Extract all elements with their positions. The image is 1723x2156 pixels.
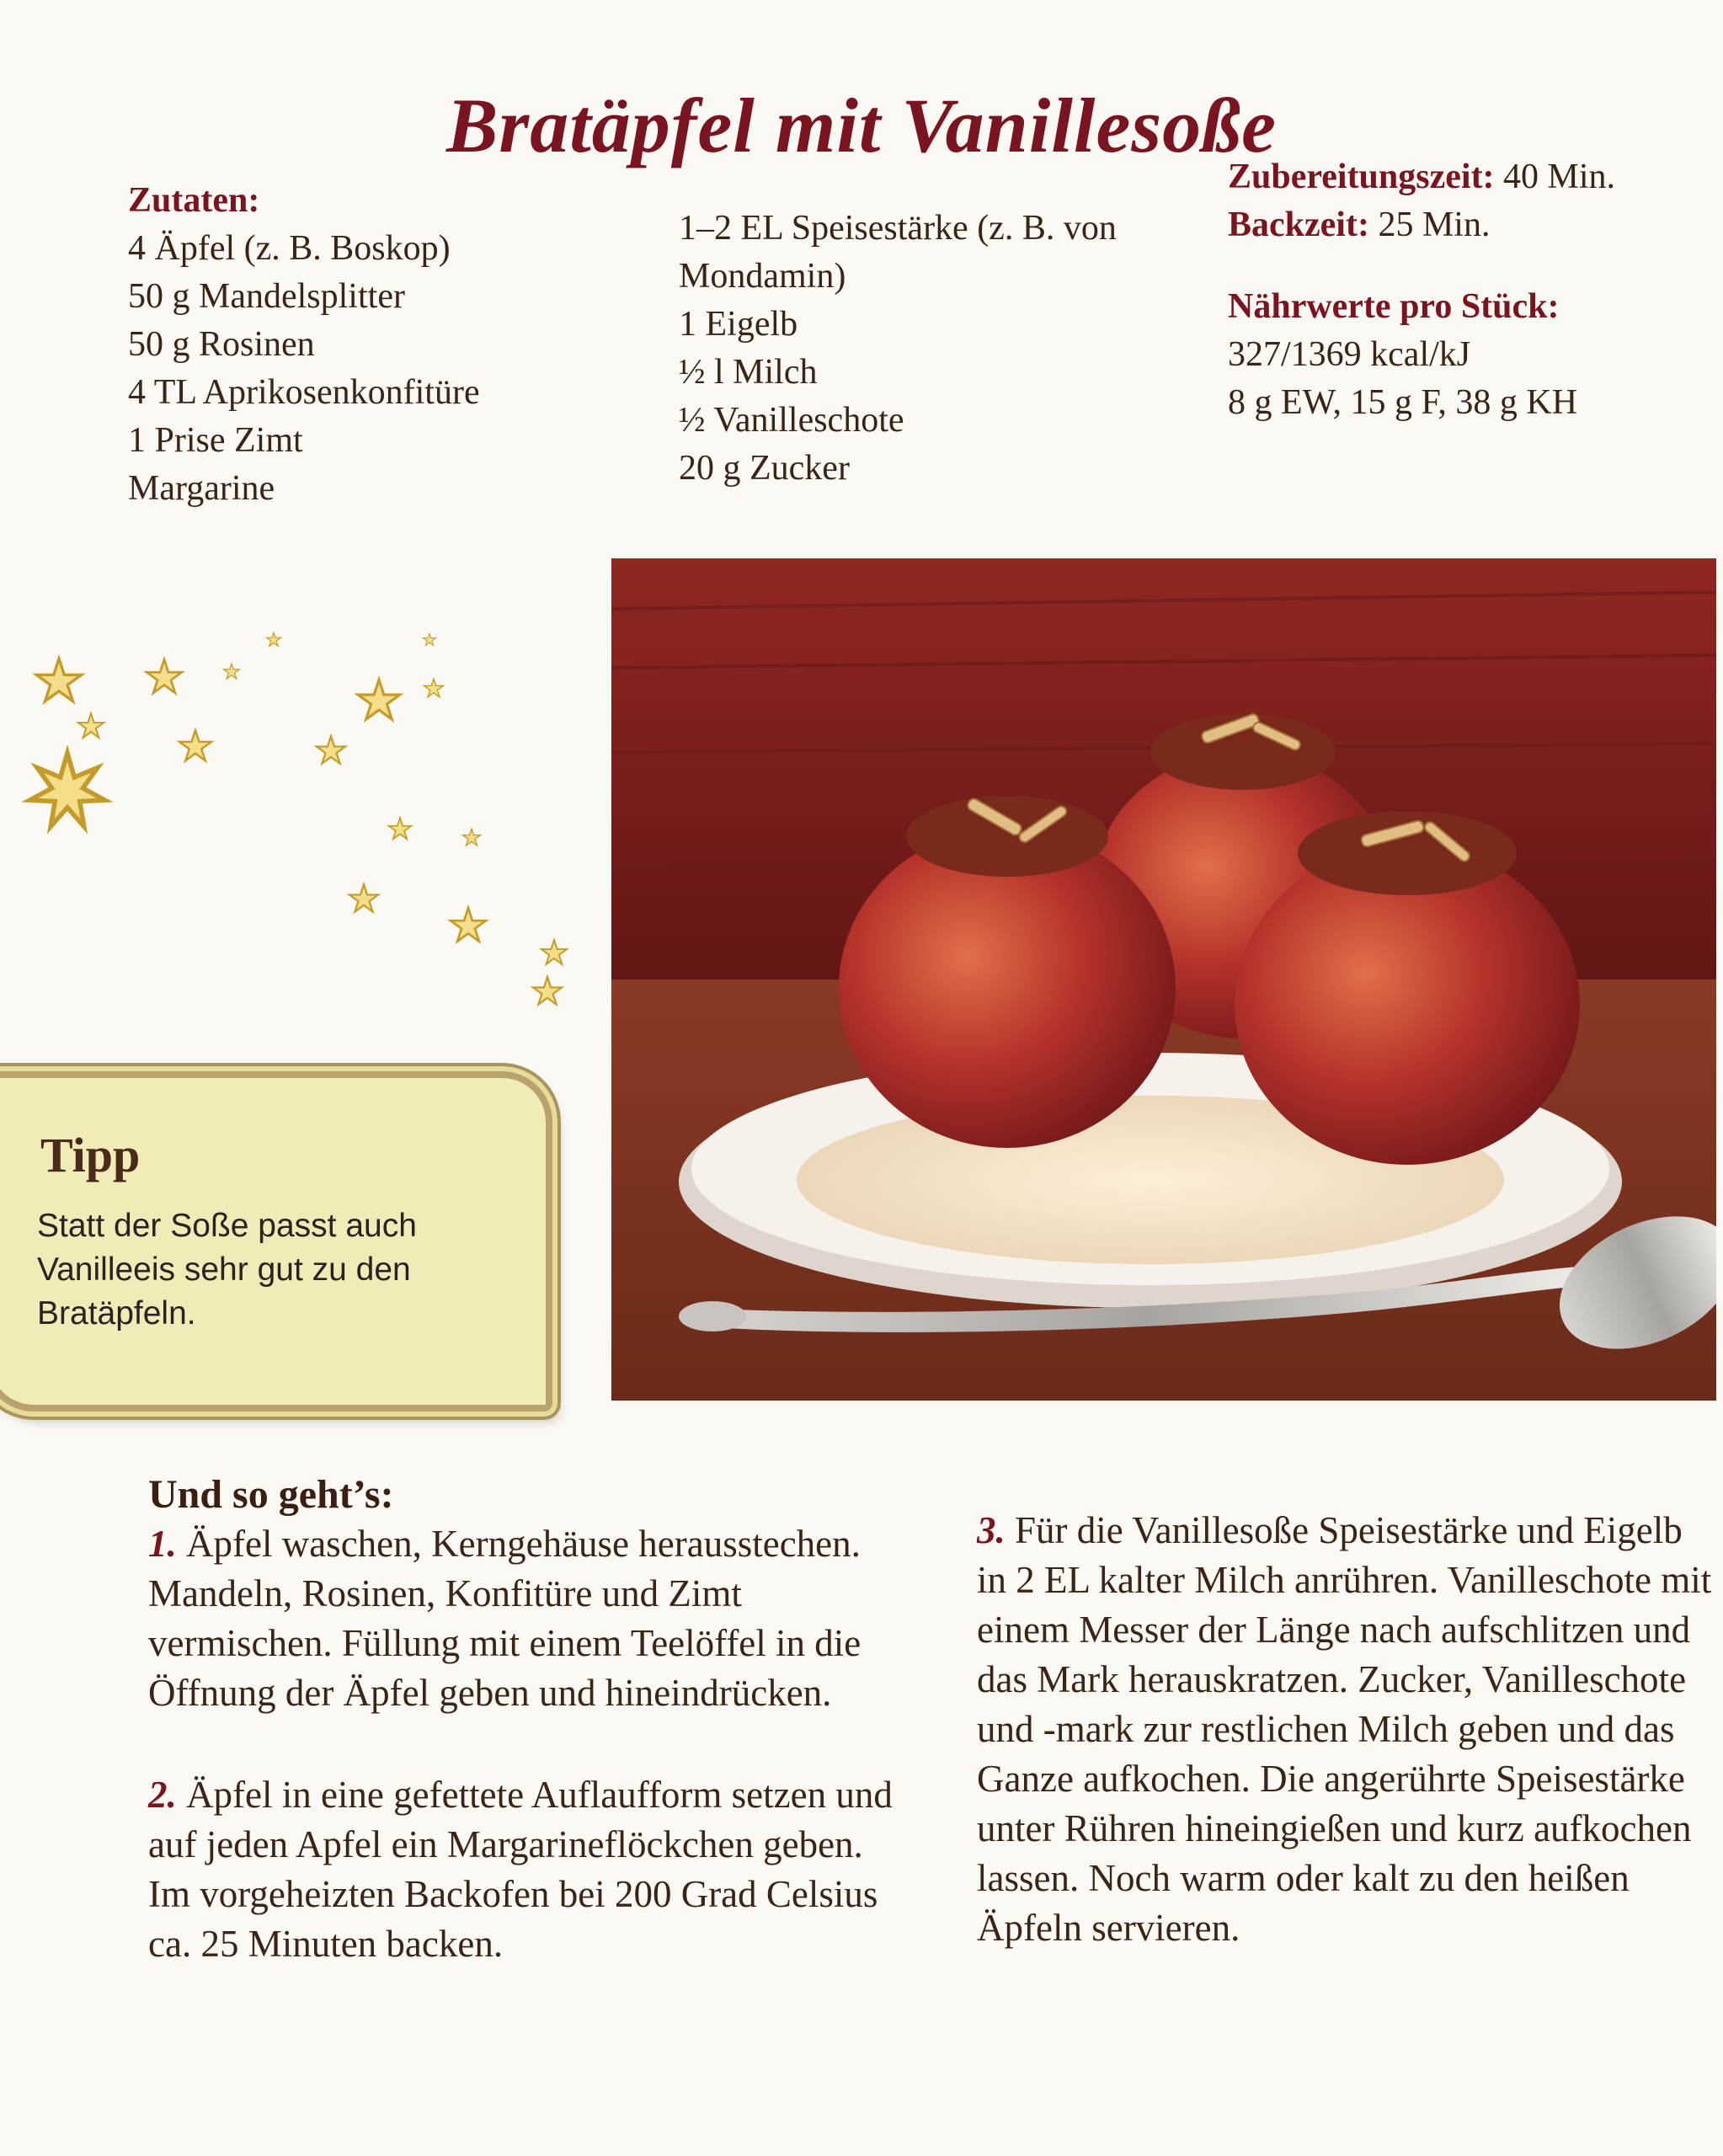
decorative-stars <box>0 590 623 1061</box>
ingredient-item: 1 Prise Zimt <box>128 421 303 460</box>
star-icon <box>179 730 211 760</box>
ingredient-item: ½ Vanilleschote <box>679 401 904 440</box>
prep-time-value: 40 Min. <box>1503 157 1616 196</box>
ingredients-list-2 <box>679 205 1192 493</box>
bake-time <box>1228 201 1699 249</box>
step-number: 1. <box>148 1523 177 1565</box>
star-icon <box>424 679 444 697</box>
recipe-info <box>1228 153 1699 427</box>
ingredient-item: Margarine <box>128 469 275 508</box>
star-icon <box>223 664 239 679</box>
ingredient-item: ½ l Milch <box>679 353 818 392</box>
prep-time-label: Zubereitungszeit: <box>1228 157 1495 196</box>
star-icon <box>451 908 486 942</box>
star-icon <box>36 659 81 702</box>
bake-time-label: Backzeit: <box>1228 205 1369 244</box>
star-icon <box>29 753 104 826</box>
step-number: 2. <box>148 1774 177 1816</box>
tip-title: Tipp <box>40 1128 141 1182</box>
star-icon <box>349 884 378 912</box>
ingredient-item: 1 Eigelb <box>679 305 798 344</box>
step-text: Für die Vanillesoße Speisestärke und Eigelb in 2 EL kalter Milch anrühren. Vanilleschote mit einem Messer der Länge nach aufschlitzen und das Mark herauskratzen. Zucker, Vanilleschote und -mark zur restlichen Milch geben und das Ganze aufkochen. Die angerührte Speisestärke unter Rühren hineingießen und kurz aufkochen lassen. Noch warm oder kalt zu den heißen Äpfeln servieren. <box>977 1509 1712 1949</box>
ingredient-item: 50 g Rosinen <box>128 325 315 364</box>
ingredients-column-2 <box>679 205 1192 493</box>
step-text: Äpfel waschen, Kerngehäuse herausstechen. Mandeln, Rosinen, Konfitüre und Zimt vermischen. Füllung mit einem Teelöffel in die Öffnung der Äpfel geben und hineindrücken. <box>148 1523 862 1714</box>
star-icon <box>389 818 412 839</box>
ingredient-item: 20 g Zucker <box>679 449 850 488</box>
method-step <box>148 1519 906 1718</box>
star-icon <box>358 680 399 719</box>
bake-time-value: 25 Min. <box>1378 205 1491 244</box>
star-icon <box>463 829 481 846</box>
star-icon <box>317 736 345 764</box>
star-icon <box>541 940 567 964</box>
step-text: Äpfel in eine gefettete Auflaufform setzen und auf jeden Apfel ein Margarineflöckchen geben. Im vorgeheizten Backofen bei 200 Grad Celsius ca. 25 Minuten backen. <box>148 1774 893 1965</box>
method-step <box>148 1770 906 1969</box>
step-number: 3. <box>977 1509 1006 1551</box>
tip-text: Statt der Soße passt auch Vanilleeis sehr gut zu den Bratäpfeln. <box>37 1208 417 1331</box>
recipe-title: Bratäpfel mit Vanillesoße <box>446 82 1277 168</box>
ingredients-heading: Zutaten: <box>128 181 260 220</box>
ingredient-item: Mondamin) <box>679 257 846 296</box>
nutrition-energy: 327/1369 kcal/kJ <box>1228 335 1471 374</box>
star-icon <box>533 977 562 1005</box>
ingredient-item: 1–2 EL Speisestärke (z. B. von <box>679 209 1117 248</box>
ingredient-item: 4 Äpfel (z. B. Boskop) <box>128 229 451 268</box>
nutrition-macros: 8 g EW, 15 g F, 38 g KH <box>1228 383 1578 422</box>
ingredients-column-1 <box>128 177 600 513</box>
method-heading: Und so geht’s: <box>148 1472 394 1517</box>
ingredient-item: 4 TL Aprikosenkonfitüre <box>128 373 480 412</box>
ingredient-item: 50 g Mandelsplitter <box>128 277 405 316</box>
baked-apples-photo <box>611 558 1716 1401</box>
tip-box <box>0 1071 552 1412</box>
method-step <box>977 1506 1718 1953</box>
method-right-column <box>977 1506 1718 2005</box>
star-icon <box>266 632 280 646</box>
prep-time <box>1228 153 1699 201</box>
star-icon <box>147 659 182 693</box>
star-icon <box>78 713 104 738</box>
star-icon <box>423 633 435 645</box>
ingredients-list-1 <box>128 225 600 513</box>
nutrition-heading: Nährwerte pro Stück: <box>1228 287 1560 326</box>
method-left-column <box>148 1470 906 2021</box>
